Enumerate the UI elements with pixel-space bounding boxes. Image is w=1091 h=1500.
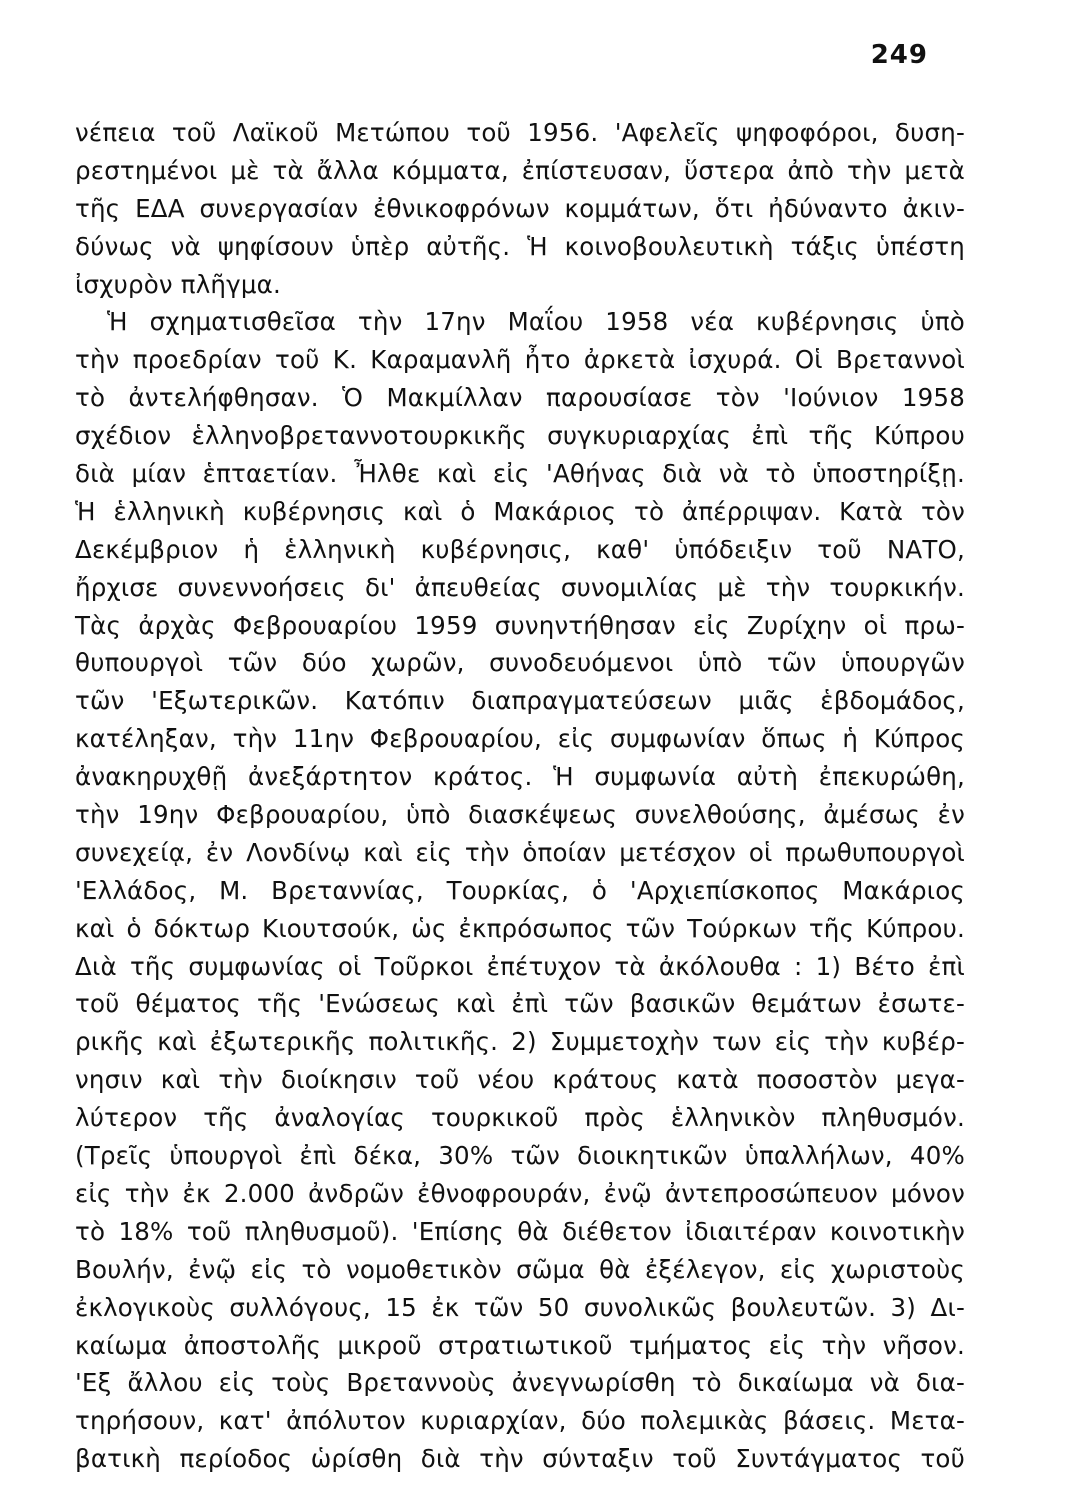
text-line: σχέδιον ἑλληνοβρεταννοτουρκικῆς συγκυριαρχίας ἐπὶ τῆς Κύπρου: [75, 421, 965, 451]
text-line: ἐκλογικοὺς συλλόγους, 15 ἐκ τῶν 50 συνολικῶς βουλευτῶν. 3) Δι-: [75, 1292, 965, 1322]
text-line: θυπουργοὶ τῶν δύο χωρῶν, συνοδευόμενοι ὑπὸ τῶν ὑπουργῶν: [75, 648, 965, 678]
text-line: καὶ ὁ δόκτωρ Κιουτσούκ, ὡς ἐκπρόσωπος τῶν Τούρκων τῆς Κύπρου.: [75, 913, 965, 943]
text-line: Ἡ σχηματισθεῖσα τὴν 17ην Μαΐου 1958 νέα κυβέρνησις ὑπὸ: [107, 307, 965, 337]
text-line: δύνως νὰ ψηφίσουν ὑπὲρ αὐτῆς. Ἡ κοινοβουλευτικὴ τάξις ὑπέστη: [75, 231, 965, 261]
text-line: (Τρεῖς ὑπουργοὶ ἐπὶ δέκα, 30% τῶν διοικητικῶν ὑπαλλήλων, 40%: [75, 1141, 965, 1171]
text-line: βατικὴ περίοδος ὡρίσθη διὰ τὴν σύνταξιν τοῦ Συντάγματος τοῦ: [75, 1444, 965, 1474]
text-line: τὸ ἀντελήφθησαν. Ὁ Μακμίλλαν παρουσίασε τὸν 'Ιούνιον 1958: [75, 383, 965, 413]
text-line: Ἡ ἑλληνικὴ κυβέρνησις καὶ ὁ Μακάριος τὸ ἀπέρριψαν. Κατὰ τὸν: [75, 496, 965, 526]
text-line: ρεστημένοι μὲ τὰ ἄλλα κόμματα, ἐπίστευσαν, ὕστερα ἀπὸ τὴν μετὰ: [75, 155, 965, 185]
text-line: Τὰς ἀρχὰς Φεβρουαρίου 1959 συνηντήθησαν εἰς Ζυρίχην οἱ πρω-: [75, 610, 965, 640]
text-line: κατέληξαν, τὴν 11ην Φεβρουαρίου, εἰς συμφωνίαν ὅπως ἡ Κύπρος: [75, 724, 965, 754]
text-line: 'Ελλάδος, Μ. Βρεταννίας, Τουρκίας, ὁ 'Αρχιεπίσκοπος Μακάριος: [75, 875, 965, 905]
body-text: [75, 114, 965, 1478]
page-number: 249: [870, 40, 928, 70]
text-line: τῶν 'Εξωτερικῶν. Κατόπιν διαπραγματεύσεων μιᾶς ἑβδομάδος,: [75, 686, 965, 716]
text-line: τὸ 18% τοῦ πληθυσμοῦ). 'Επίσης θὰ διέθετον ἰδιαιτέραν κοινοτικὴν: [75, 1216, 965, 1246]
text-line: τοῦ θέματος τῆς 'Ενώσεως καὶ ἐπὶ τῶν βασικῶν θεμάτων ἐσωτε-: [75, 989, 965, 1019]
text-line: Δεκέμβριον ἡ ἑλληνικὴ κυβέρνησις, καθ' ὑπόδειξιν τοῦ ΝΑΤΟ,: [75, 534, 965, 564]
text-line: ἤρχισε συνεννοήσεις δι' ἀπευθείας συνομιλίας μὲ τὴν τουρκικήν.: [75, 572, 965, 602]
text-line: Διὰ τῆς συμφωνίας οἱ Τοῦρκοι ἐπέτυχον τὰ ἀκόλουθα : 1) Βέτο ἐπὶ: [75, 951, 965, 981]
text-line: τῆς ΕΔΑ συνεργασίαν ἐθνικοφρόνων κομμάτων, ὅτι ἠδύναντο ἀκιν-: [75, 193, 965, 223]
text-line: εἰς τὴν ἐκ 2.000 ἀνδρῶν ἐθνοφρουράν, ἐνῷ ἀντεπροσώπευον μόνον: [75, 1178, 965, 1208]
text-line: λύτερον τῆς ἀναλογίας τουρκικοῦ πρὸς ἑλληνικὸν πληθυσμόν.: [75, 1103, 965, 1133]
text-line: Βουλήν, ἐνῷ εἰς τὸ νομοθετικὸν σῶμα θὰ ἐξέλεγον, εἰς χωριστοὺς: [75, 1254, 965, 1284]
text-line: ἰσχυρὸν πλῆγμα.: [75, 269, 281, 299]
text-line: τὴν 19ην Φεβρουαρίου, ὑπὸ διασκέψεως συνελθούσης, ἀμέσως ἐν: [75, 800, 965, 830]
text-line: τὴν προεδρίαν τοῦ Κ. Καραμανλῆ ἦτο ἀρκετὰ ἰσχυρά. Οἱ Βρεταννοὶ: [75, 345, 965, 375]
text-line: καίωμα ἀποστολῆς μικροῦ στρατιωτικοῦ τμήματος εἰς τὴν νῆσον.: [75, 1330, 965, 1360]
text-line: ρικῆς καὶ ἐξωτερικῆς πολιτικῆς. 2) Συμμετοχὴν των εἰς τὴν κυβέρ-: [75, 1027, 965, 1057]
text-line: 'Εξ ἄλλου εἰς τοὺς Βρεταννοὺς ἀνεγνωρίσθη τὸ δικαίωμα νὰ δια-: [75, 1368, 965, 1398]
text-line: τηρήσουν, κατ' ἀπόλυτον κυριαρχίαν, δύο πολεμικὰς βάσεις. Μετα-: [75, 1406, 965, 1436]
text-line: συνεχείᾳ, ἐν Λονδίνῳ καὶ εἰς τὴν ὁποίαν μετέσχον οἱ πρωθυπουργοὶ: [75, 837, 965, 867]
text-line: νέπεια τοῦ Λαϊκοῦ Μετώπου τοῦ 1956. 'Αφελεῖς ψηφοφόροι, δυση-: [75, 118, 965, 147]
text-line: ἀνακηρυχθῇ ἀνεξάρτητον κράτος. Ἡ συμφωνία αὐτὴ ἐπεκυρώθη,: [75, 762, 965, 792]
text-line: νησιν καὶ τὴν διοίκησιν τοῦ νέου κράτους κατὰ ποσοστὸν μεγα-: [75, 1065, 965, 1095]
text-line: διὰ μίαν ἑπταετίαν. Ἦλθε καὶ εἰς 'Αθήνας διὰ νὰ τὸ ὑποστηρίξῃ.: [75, 459, 965, 489]
